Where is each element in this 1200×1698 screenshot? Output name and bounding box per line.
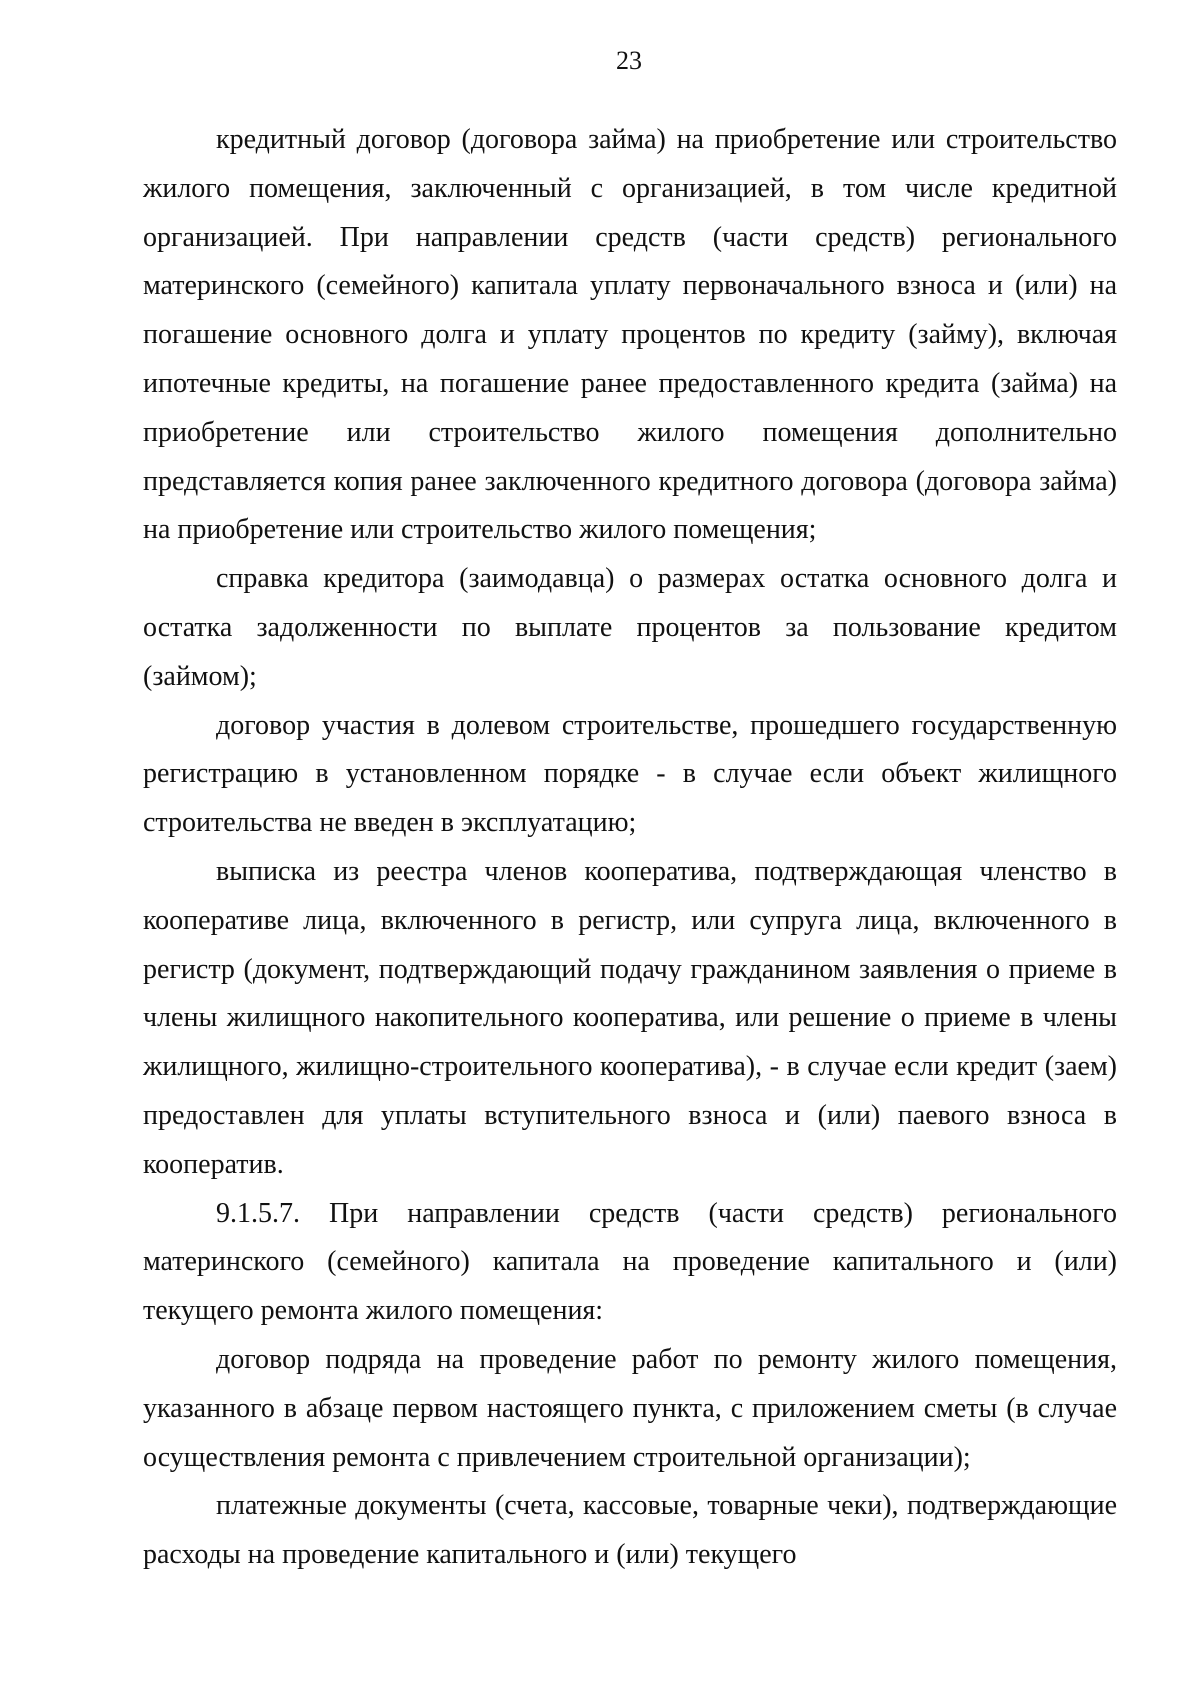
paragraph-shared-construction-agreement: договор участия в долевом строительстве, прошедшего государственную регистрацию в установленном порядке - в случае если объект жилищного строительства не введен в эксплуатацию; [143, 709, 1117, 839]
document-body [143, 116, 1117, 1580]
paragraph-contract-agreement: договор подряда на проведение работ по ремонту жилого помещения, указанного в абзаце первом настоящего пункта, с приложением сметы (в случае осуществления ремонта с привлечением строительной организации); [143, 1343, 1117, 1473]
paragraph-creditor-statement: справка кредитора (заимодавца) о размерах остатка основного долга и остатка задолженности по выплате процентов за пользование кредитом (займом); [143, 563, 1117, 692]
paragraph-cooperative-registry-extract: выписка из реестра членов кооператива, подтверждающая членство в кооперативе лица, включенного в регистр, или супруга лица, включенного в регистр (документ, подтверждающий подачу гражданином заявления о приеме в члены жилищного накопительного кооператива, или решение о приеме в члены жилищного, жилищно-строительного кооператива), - в случае если кредит (заем) предоставлен для уплаты вступительного взноса и (или) паевого взноса в кооператив. [143, 855, 1117, 1180]
paragraph-section-9-1-5-7: 9.1.5.7. При направлении средств (части средств) регионального материнского (семейного) капитала на проведение капитального и (или) текущего ремонта жилого помещения: [143, 1197, 1117, 1327]
paragraph-payment-documents: платежные документы (счета, кассовые, товарные чеки), подтверждающие расходы на проведение капитального и (или) текущего [143, 1490, 1117, 1571]
paragraph-credit-agreement: кредитный договор (договора займа) на приобретение или строительство жилого помещения, заключенный с организацией, в том числе кредитной организацией. При направлении средств (части средств) регионального материнского (семейного) капитала уплату первоначального взноса и (или) на погашение основного долга и уплату процентов по кредиту (займу), включая ипотечные кредиты, на погашение ранее предоставленного кредита (займа) на приобретение или строительство жилого помещения дополнительно представляется копия ранее заключенного кредитного договора (договора займа) на приобретение или строительство жилого помещения; [143, 124, 1117, 546]
page-number: 23 [616, 46, 642, 75]
